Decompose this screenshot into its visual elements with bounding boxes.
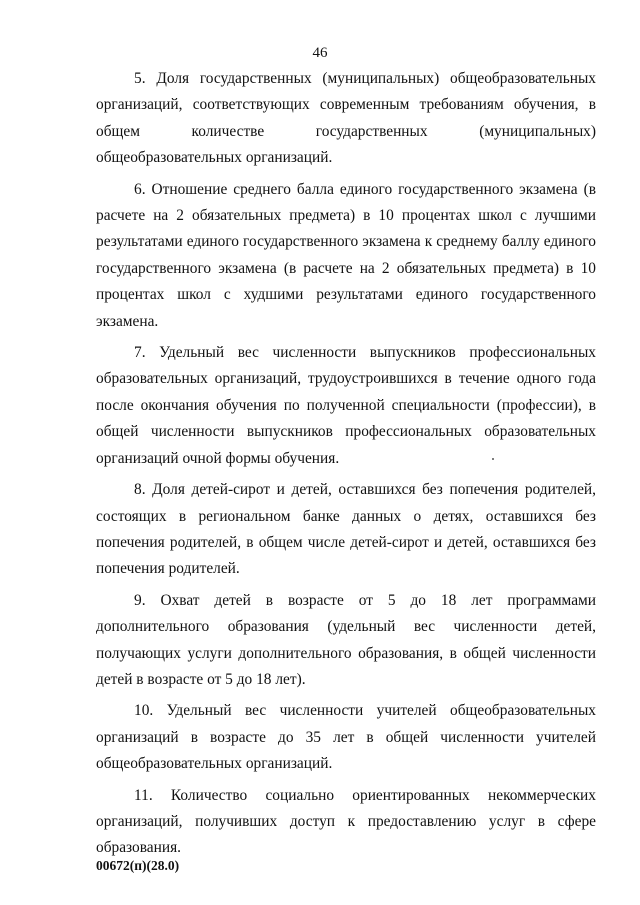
paragraph-item-5: 5. Доля государственных (муниципальных) общеобразовательных организаций, соответствующих современным требованиям обучения, в общем количестве государственных (муниципальных) общеобразовательных организаций. — [96, 70, 596, 167]
scan-speck — [492, 458, 494, 460]
paragraph-item-9: 9. Охват детей в возрасте от 5 до 18 лет программами дополнительного образования (удельный вес численности детей, получающих услуги дополнительного образования, в общей численности детей в возрасте от 5 до 18 лет). — [96, 591, 596, 688]
document-code: 00672(п)(28.0) — [96, 858, 180, 873]
document-body — [96, 66, 596, 867]
paragraph-item-11: 11. Количество социально ориентированных некоммерческих организаций, получивших доступ к предоставлению услуг в сфере образования. — [96, 786, 596, 857]
paragraph-item-10: 10. Удельный вес численности учителей общеобразовательных организаций в возрасте до 35 лет в общей численности учителей общеобразовательных организаций. — [96, 702, 596, 773]
paragraph-item-8: 8. Доля детей-сирот и детей, оставшихся без попечения родителей, состоящих в региональном банке данных о детях, оставшихся без попечения родителей, в общем числе детей-сирот и детей, оставшихся без попечения родителей. — [96, 481, 596, 578]
paragraph-item-6: 6. Отношение среднего балла единого государственного экзамена (в расчете на 2 обязательных предмета) в 10 процентах школ с лучшими результатами единого государственного экзамена к среднему баллу единого государственного экзамена (в расчете на 2 обязательных предмета) в 10 процентах школ с худшими результатами единого государственного экзамена. — [96, 180, 596, 330]
paragraph-item-7: 7. Удельный вес численности выпускников профессиональных образовательных организаций, трудоустроившихся в течение одного года после окончания обучения по полученной специальности (профессии), в общей численности выпускников профессиональных образовательных организаций очной формы обучения. — [96, 344, 596, 467]
page-number: 46 — [312, 45, 328, 61]
